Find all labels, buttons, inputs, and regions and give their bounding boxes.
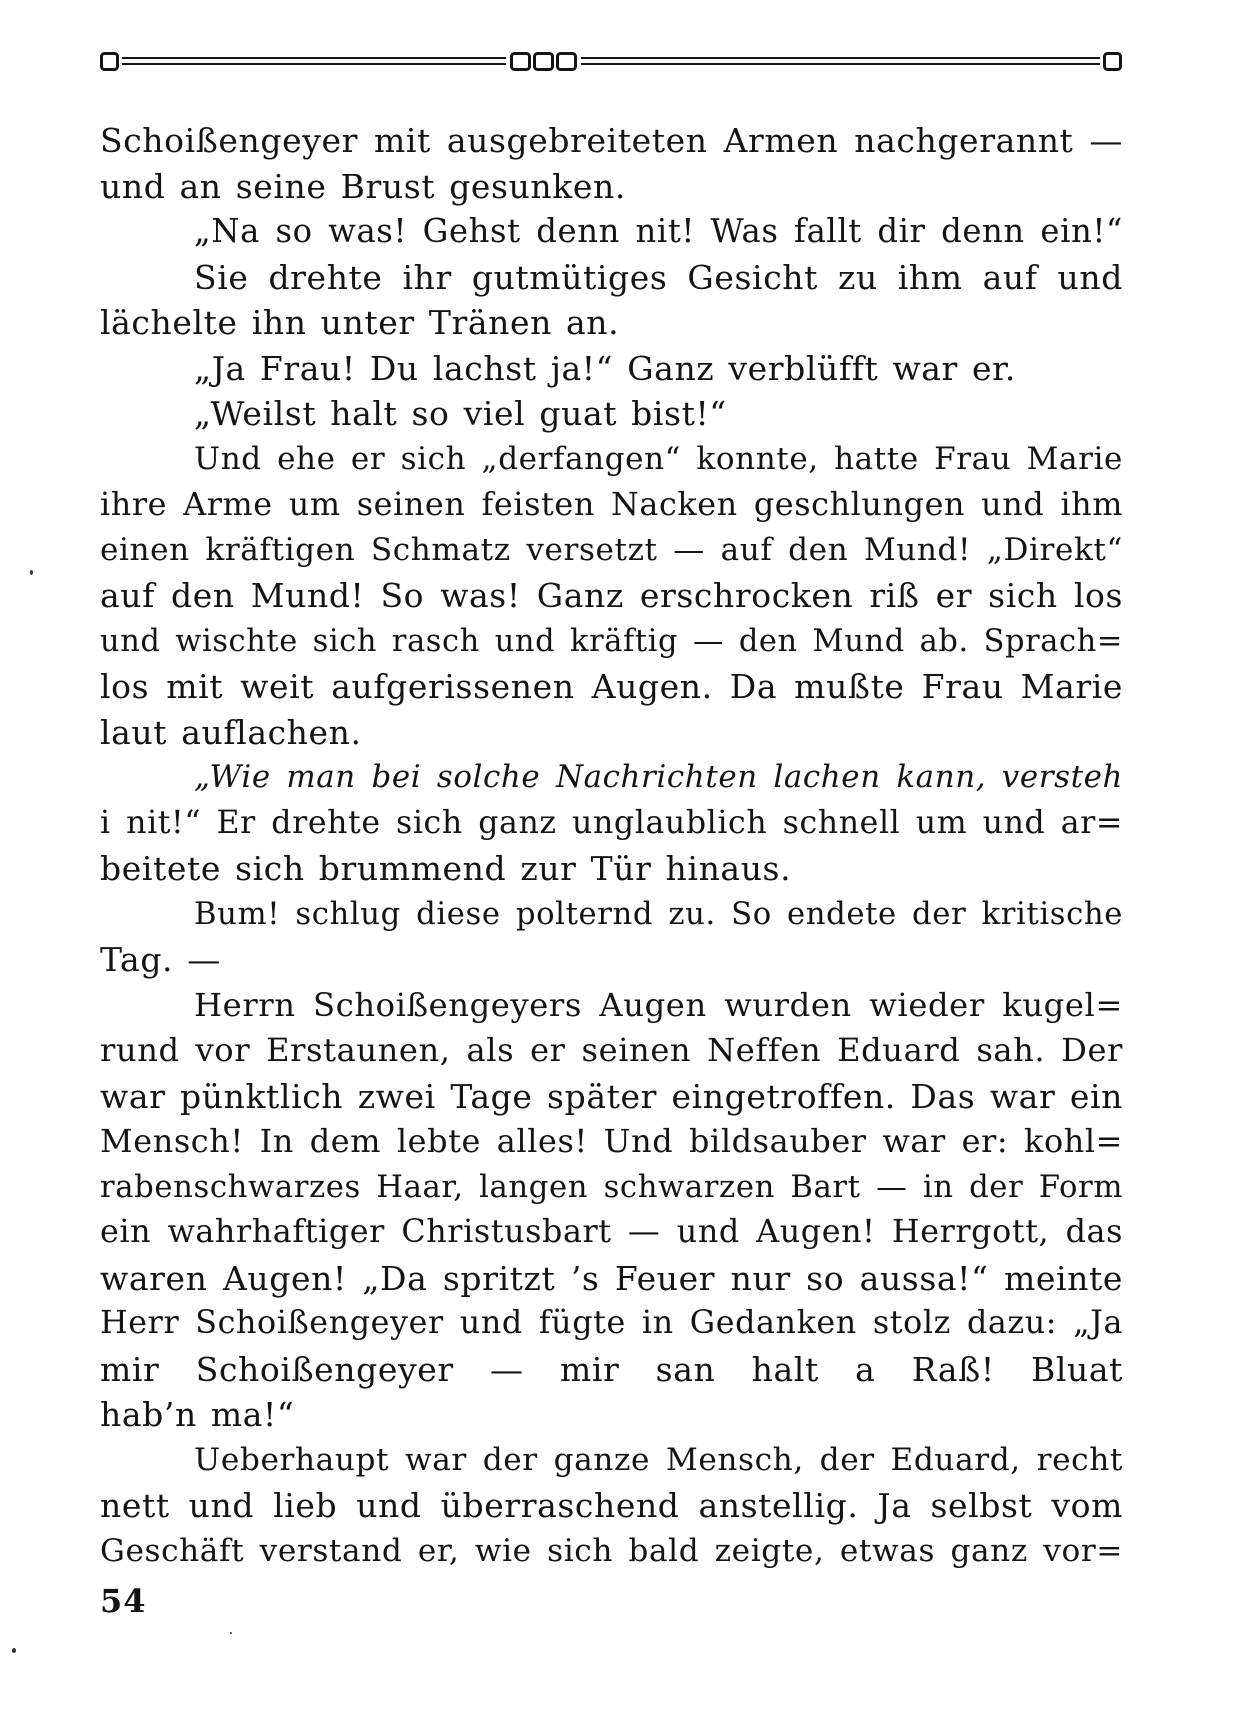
body-text <box>100 118 1123 1574</box>
text-line: „Ja Frau! Du lachst ja!“ Ganz verblüfft war er. <box>194 348 1016 388</box>
ornament-center-box-1 <box>512 54 530 70</box>
text-line: Tag. — <box>100 940 221 979</box>
text-line: Herrn Schoißengeyers Augen wurden wieder kugel= <box>194 985 1123 1024</box>
ornament-right-box <box>1105 54 1121 70</box>
ornament-center-box-3 <box>558 54 576 70</box>
text-line: waren Augen! „Da spritzt ’s Feuer nur so aussa!“ meinte <box>100 1258 1123 1298</box>
text-line: ein wahrhaftiger Christusbart — und Augen! Herrgott, das <box>100 1214 1123 1250</box>
text-line: los mit weit aufgerissenen Augen. Da mußte Frau Marie <box>100 667 1123 706</box>
ornament-left-box <box>102 54 118 70</box>
text-line: beitete sich brummend zur Tür hinaus. <box>100 849 792 888</box>
text-line: „Weilst halt so viel guat bist!“ <box>194 394 727 433</box>
text-line: ihre Arme um seinen feisten Nacken geschlungen und ihm <box>100 485 1123 523</box>
header-ornament-rule <box>100 48 1123 76</box>
text-line: Mensch! In dem lebte alles! Und bildsauber war er: kohl= <box>100 1122 1123 1160</box>
ornament-rule-graphic <box>100 48 1123 76</box>
text-line: Ueberhaupt war der ganze Mensch, der Eduard, recht <box>194 1441 1123 1478</box>
print-speck <box>30 570 33 575</box>
text-line: lächelte ihn unter Tränen an. <box>100 303 620 342</box>
text-line: „Wie man bei solche Nachrichten lachen kann, versteh <box>194 759 1123 795</box>
text-line: hab’n ma!“ <box>100 1395 295 1434</box>
print-speck <box>12 1648 16 1653</box>
text-line: rabenschwarzes Haar, langen schwarzen Bart — in der Form <box>100 1169 1123 1205</box>
text-line: Schoißengeyer mit ausgebreiteten Armen nachgerannt — <box>100 121 1123 160</box>
text-line: Herr Schoißengeyer und fügte in Gedanken stolz dazu: „Ja <box>100 1305 1123 1341</box>
text-line: i nit!“ Er drehte sich ganz unglaublich schnell um und ar= <box>100 804 1123 841</box>
text-line: nett und lieb und überraschend anstellig. Ja selbst vom <box>100 1486 1123 1525</box>
text-line: Bum! schlug diese polternd zu. So endete der kritische <box>194 896 1123 932</box>
text-line: und an seine Brust gesunken. <box>100 166 626 206</box>
ornament-center-box-2 <box>535 54 553 70</box>
text-line: „Na so was! Gehst denn nit! Was fallt dir denn ein!“ <box>194 212 1123 250</box>
text-line: laut auflachen. <box>100 712 362 752</box>
text-line: Geschäft verstand er, wie sich bald zeigte, etwas ganz vor= <box>100 1532 1123 1569</box>
text-line: auf den Mund! So was! Ganz erschrocken riß er sich los <box>100 576 1123 615</box>
text-line: und wischte sich rasch und kräftig — den Mund ab. Sprach= <box>100 623 1123 659</box>
text-line: einen kräftigen Schmatz versetzt — auf den Mund! „Direkt“ <box>100 531 1123 568</box>
text-line: Sie drehte ihr gutmütiges Gesicht zu ihm auf und <box>194 257 1123 297</box>
page-number: 54 <box>100 1582 147 1620</box>
text-line: Und ehe er sich „derfangen“ konnte, hatte Frau Marie <box>194 440 1123 477</box>
print-speck <box>230 1632 232 1634</box>
text-line: war pünktlich zwei Tage später eingetroffen. Das war ein <box>100 1076 1123 1116</box>
text-line: rund vor Erstaunen, als er seinen Neffen Eduard sah. Der <box>100 1031 1123 1069</box>
text-line: mir Schoißengeyer — mir san halt a Raß! Bluat <box>100 1349 1123 1389</box>
